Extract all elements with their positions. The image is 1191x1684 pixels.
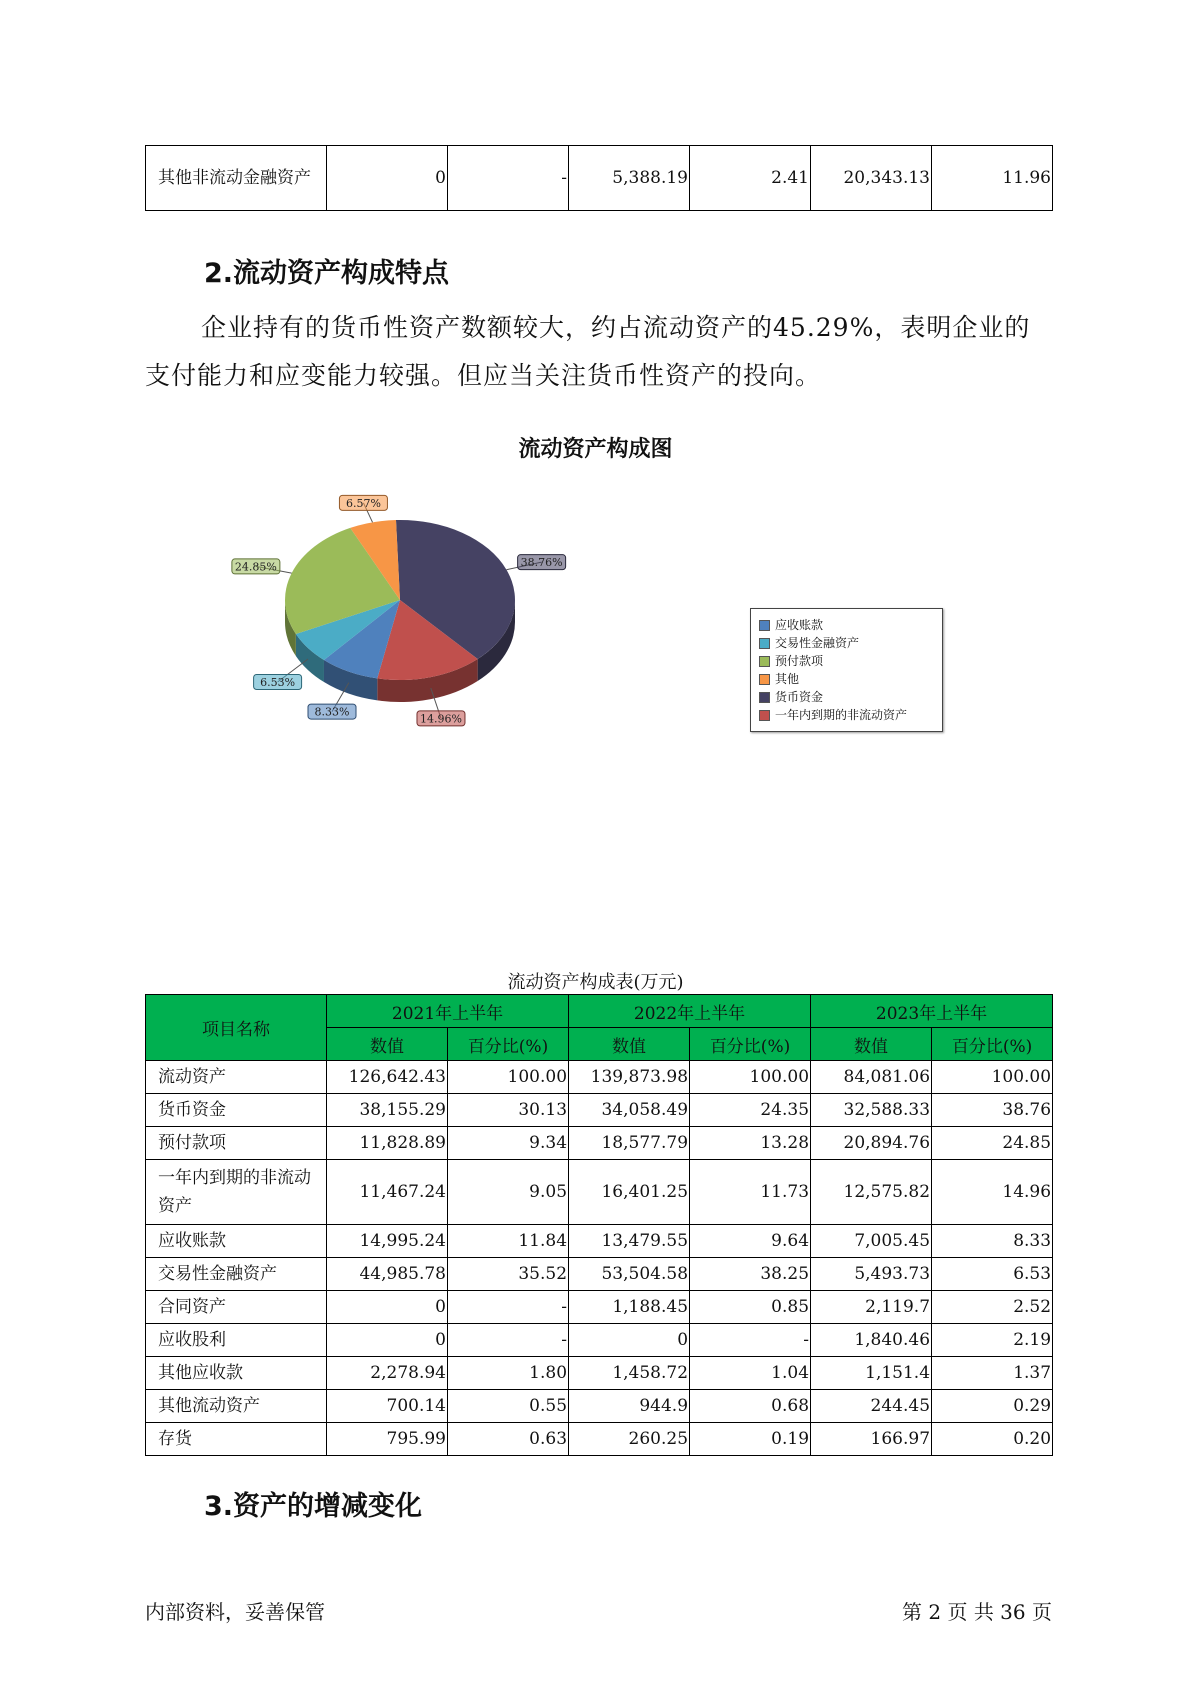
cell: 38.25 [690, 1258, 811, 1291]
cell: 126,642.43 [327, 1061, 448, 1094]
cell: 8.33 [932, 1225, 1053, 1258]
section-heading: 3.资产的增减变化 [204, 1491, 423, 1522]
cell: 30.13 [448, 1094, 569, 1127]
cell: 14.96 [932, 1160, 1053, 1225]
cell: 2.19 [932, 1324, 1053, 1357]
cell: 11.96 [932, 146, 1053, 211]
legend-swatch [759, 710, 770, 721]
legend-label: 预付款项 [775, 654, 824, 668]
cell: 100.00 [690, 1061, 811, 1094]
column-header-year: 2022年上半年 [569, 995, 811, 1028]
cell: 795.99 [327, 1423, 448, 1456]
table-row [146, 1225, 1053, 1258]
cell: 0 [569, 1324, 690, 1357]
table-row [146, 1324, 1053, 1357]
cell: 2,119.7 [811, 1291, 932, 1324]
row-name: 合同资产 [146, 1291, 327, 1324]
cell: 38.76 [932, 1094, 1053, 1127]
cell: 13.28 [690, 1127, 811, 1160]
cell: 2,278.94 [327, 1357, 448, 1390]
row-name: 其他流动资产 [146, 1390, 327, 1423]
table-row [146, 1291, 1053, 1324]
top-table [145, 145, 1053, 211]
cell: 2.41 [690, 146, 811, 211]
cell: 1.37 [932, 1357, 1053, 1390]
cell: 0.85 [690, 1291, 811, 1324]
cell: 38,155.29 [327, 1094, 448, 1127]
cell: 944.9 [569, 1390, 690, 1423]
data-label: 38.76% [520, 556, 563, 570]
row-name: 一年内到期的非流动资产 [146, 1160, 327, 1225]
legend-swatch [759, 674, 770, 685]
legend-item [759, 688, 934, 706]
table-row [146, 1258, 1053, 1291]
cell: 7,005.45 [811, 1225, 932, 1258]
table-row [146, 1357, 1053, 1390]
legend-item [759, 706, 934, 724]
column-header-year: 2021年上半年 [327, 995, 569, 1028]
legend-label: 应收账款 [775, 618, 824, 632]
cell: - [448, 146, 569, 211]
column-header: 数值 [811, 1028, 932, 1061]
cell: 11,828.89 [327, 1127, 448, 1160]
chart-legend [750, 608, 943, 732]
cell: 2.52 [932, 1291, 1053, 1324]
cell: - [448, 1324, 569, 1357]
column-header: 数值 [327, 1028, 448, 1061]
cell: 700.14 [327, 1390, 448, 1423]
row-name: 货币资金 [146, 1094, 327, 1127]
row-name: 应收账款 [146, 1225, 327, 1258]
cell: 16,401.25 [569, 1160, 690, 1225]
cell: 20,343.13 [811, 146, 932, 211]
table-header-row [146, 995, 1053, 1028]
cell: 0.68 [690, 1390, 811, 1423]
cell: 11.84 [448, 1225, 569, 1258]
legend-label: 货币资金 [775, 690, 824, 704]
column-header-item: 项目名称 [146, 995, 327, 1061]
legend-item [759, 652, 934, 670]
cell: 9.34 [448, 1127, 569, 1160]
cell: 84,081.06 [811, 1061, 932, 1094]
cell: 32,588.33 [811, 1094, 932, 1127]
legend-swatch [759, 620, 770, 631]
cell: 1,188.45 [569, 1291, 690, 1324]
row-name: 存货 [146, 1423, 327, 1456]
table-row [146, 1423, 1053, 1456]
cell: - [448, 1291, 569, 1324]
cell: 12,575.82 [811, 1160, 932, 1225]
cell: 5,493.73 [811, 1258, 932, 1291]
data-table [145, 994, 1053, 1456]
cell: 1,151.4 [811, 1357, 932, 1390]
cell: 0.55 [448, 1390, 569, 1423]
cell: 0.20 [932, 1423, 1053, 1456]
table-caption: 流动资产构成表(万元) [507, 972, 684, 993]
cell: 1,840.46 [811, 1324, 932, 1357]
cell: 44,985.78 [327, 1258, 448, 1291]
legend-swatch [759, 692, 770, 703]
row-name: 应收股利 [146, 1324, 327, 1357]
cell: 244.45 [811, 1390, 932, 1423]
row-name: 其他应收款 [146, 1357, 327, 1390]
cell: 11.73 [690, 1160, 811, 1225]
cell: 0.63 [448, 1423, 569, 1456]
cell: 139,873.98 [569, 1061, 690, 1094]
cell: 9.64 [690, 1225, 811, 1258]
cell: 35.52 [448, 1258, 569, 1291]
legend-item [759, 670, 934, 688]
cell: 260.25 [569, 1423, 690, 1456]
cell: 11,467.24 [327, 1160, 448, 1225]
footer-left: 内部资料，妥善保管 [145, 1600, 325, 1624]
cell: 0 [327, 1324, 448, 1357]
cell: 100.00 [932, 1061, 1053, 1094]
cell: 1.04 [690, 1357, 811, 1390]
cell: 24.85 [932, 1127, 1053, 1160]
cell: 1,458.72 [569, 1357, 690, 1390]
section-heading: 2.流动资产构成特点 [204, 258, 450, 289]
table-row [146, 146, 1053, 211]
row-name: 预付款项 [146, 1127, 327, 1160]
column-header: 百分比(%) [448, 1028, 569, 1061]
table-row [146, 1390, 1053, 1423]
cell: 0 [327, 146, 448, 211]
row-name: 交易性金融资产 [146, 1258, 327, 1291]
row-name: 流动资产 [146, 1061, 327, 1094]
data-label: 14.96% [420, 712, 462, 726]
column-header: 数值 [569, 1028, 690, 1061]
cell: 5,388.19 [569, 146, 690, 211]
chart-title: 流动资产构成图 [518, 437, 673, 462]
cell: - [690, 1324, 811, 1357]
data-label: 8.33% [314, 705, 350, 719]
cell: 53,504.58 [569, 1258, 690, 1291]
cell: 14,995.24 [327, 1225, 448, 1258]
legend-item [759, 616, 934, 634]
cell: 13,479.55 [569, 1225, 690, 1258]
cell: 0.29 [932, 1390, 1053, 1423]
data-label: 6.53% [260, 675, 296, 689]
legend-swatch [759, 656, 770, 667]
legend-swatch [759, 638, 770, 649]
pie-chart [230, 490, 630, 750]
page-number: 第 2 页 共 36 页 [902, 1600, 1052, 1624]
row-name: 其他非流动金融资产 [146, 146, 327, 211]
legend-label: 交易性金融资产 [775, 636, 860, 650]
table-row [146, 1160, 1053, 1225]
cell: 1.80 [448, 1357, 569, 1390]
table-row [146, 1094, 1053, 1127]
column-header-year: 2023年上半年 [811, 995, 1053, 1028]
legend-label: 一年内到期的非流动资产 [775, 708, 908, 722]
data-label: 24.85% [234, 560, 277, 574]
cell: 9.05 [448, 1160, 569, 1225]
body-paragraph: 企业持有的货币性资产数额较大，约占流动资产的45.29%，表明企业的支付能力和应变能力较强。但应当关注货币性资产的投向。 [145, 313, 1031, 390]
cell: 6.53 [932, 1258, 1053, 1291]
cell: 34,058.49 [569, 1094, 690, 1127]
cell: 24.35 [690, 1094, 811, 1127]
data-label: 6.57% [345, 496, 381, 510]
table-row [146, 1127, 1053, 1160]
legend-item [759, 634, 934, 652]
cell: 0.19 [690, 1423, 811, 1456]
column-header: 百分比(%) [932, 1028, 1053, 1061]
cell: 100.00 [448, 1061, 569, 1094]
table-row [146, 1061, 1053, 1094]
cell: 166.97 [811, 1423, 932, 1456]
cell: 20,894.76 [811, 1127, 932, 1160]
cell: 18,577.79 [569, 1127, 690, 1160]
cell: 0 [327, 1291, 448, 1324]
legend-label: 其他 [775, 672, 800, 686]
column-header: 百分比(%) [690, 1028, 811, 1061]
